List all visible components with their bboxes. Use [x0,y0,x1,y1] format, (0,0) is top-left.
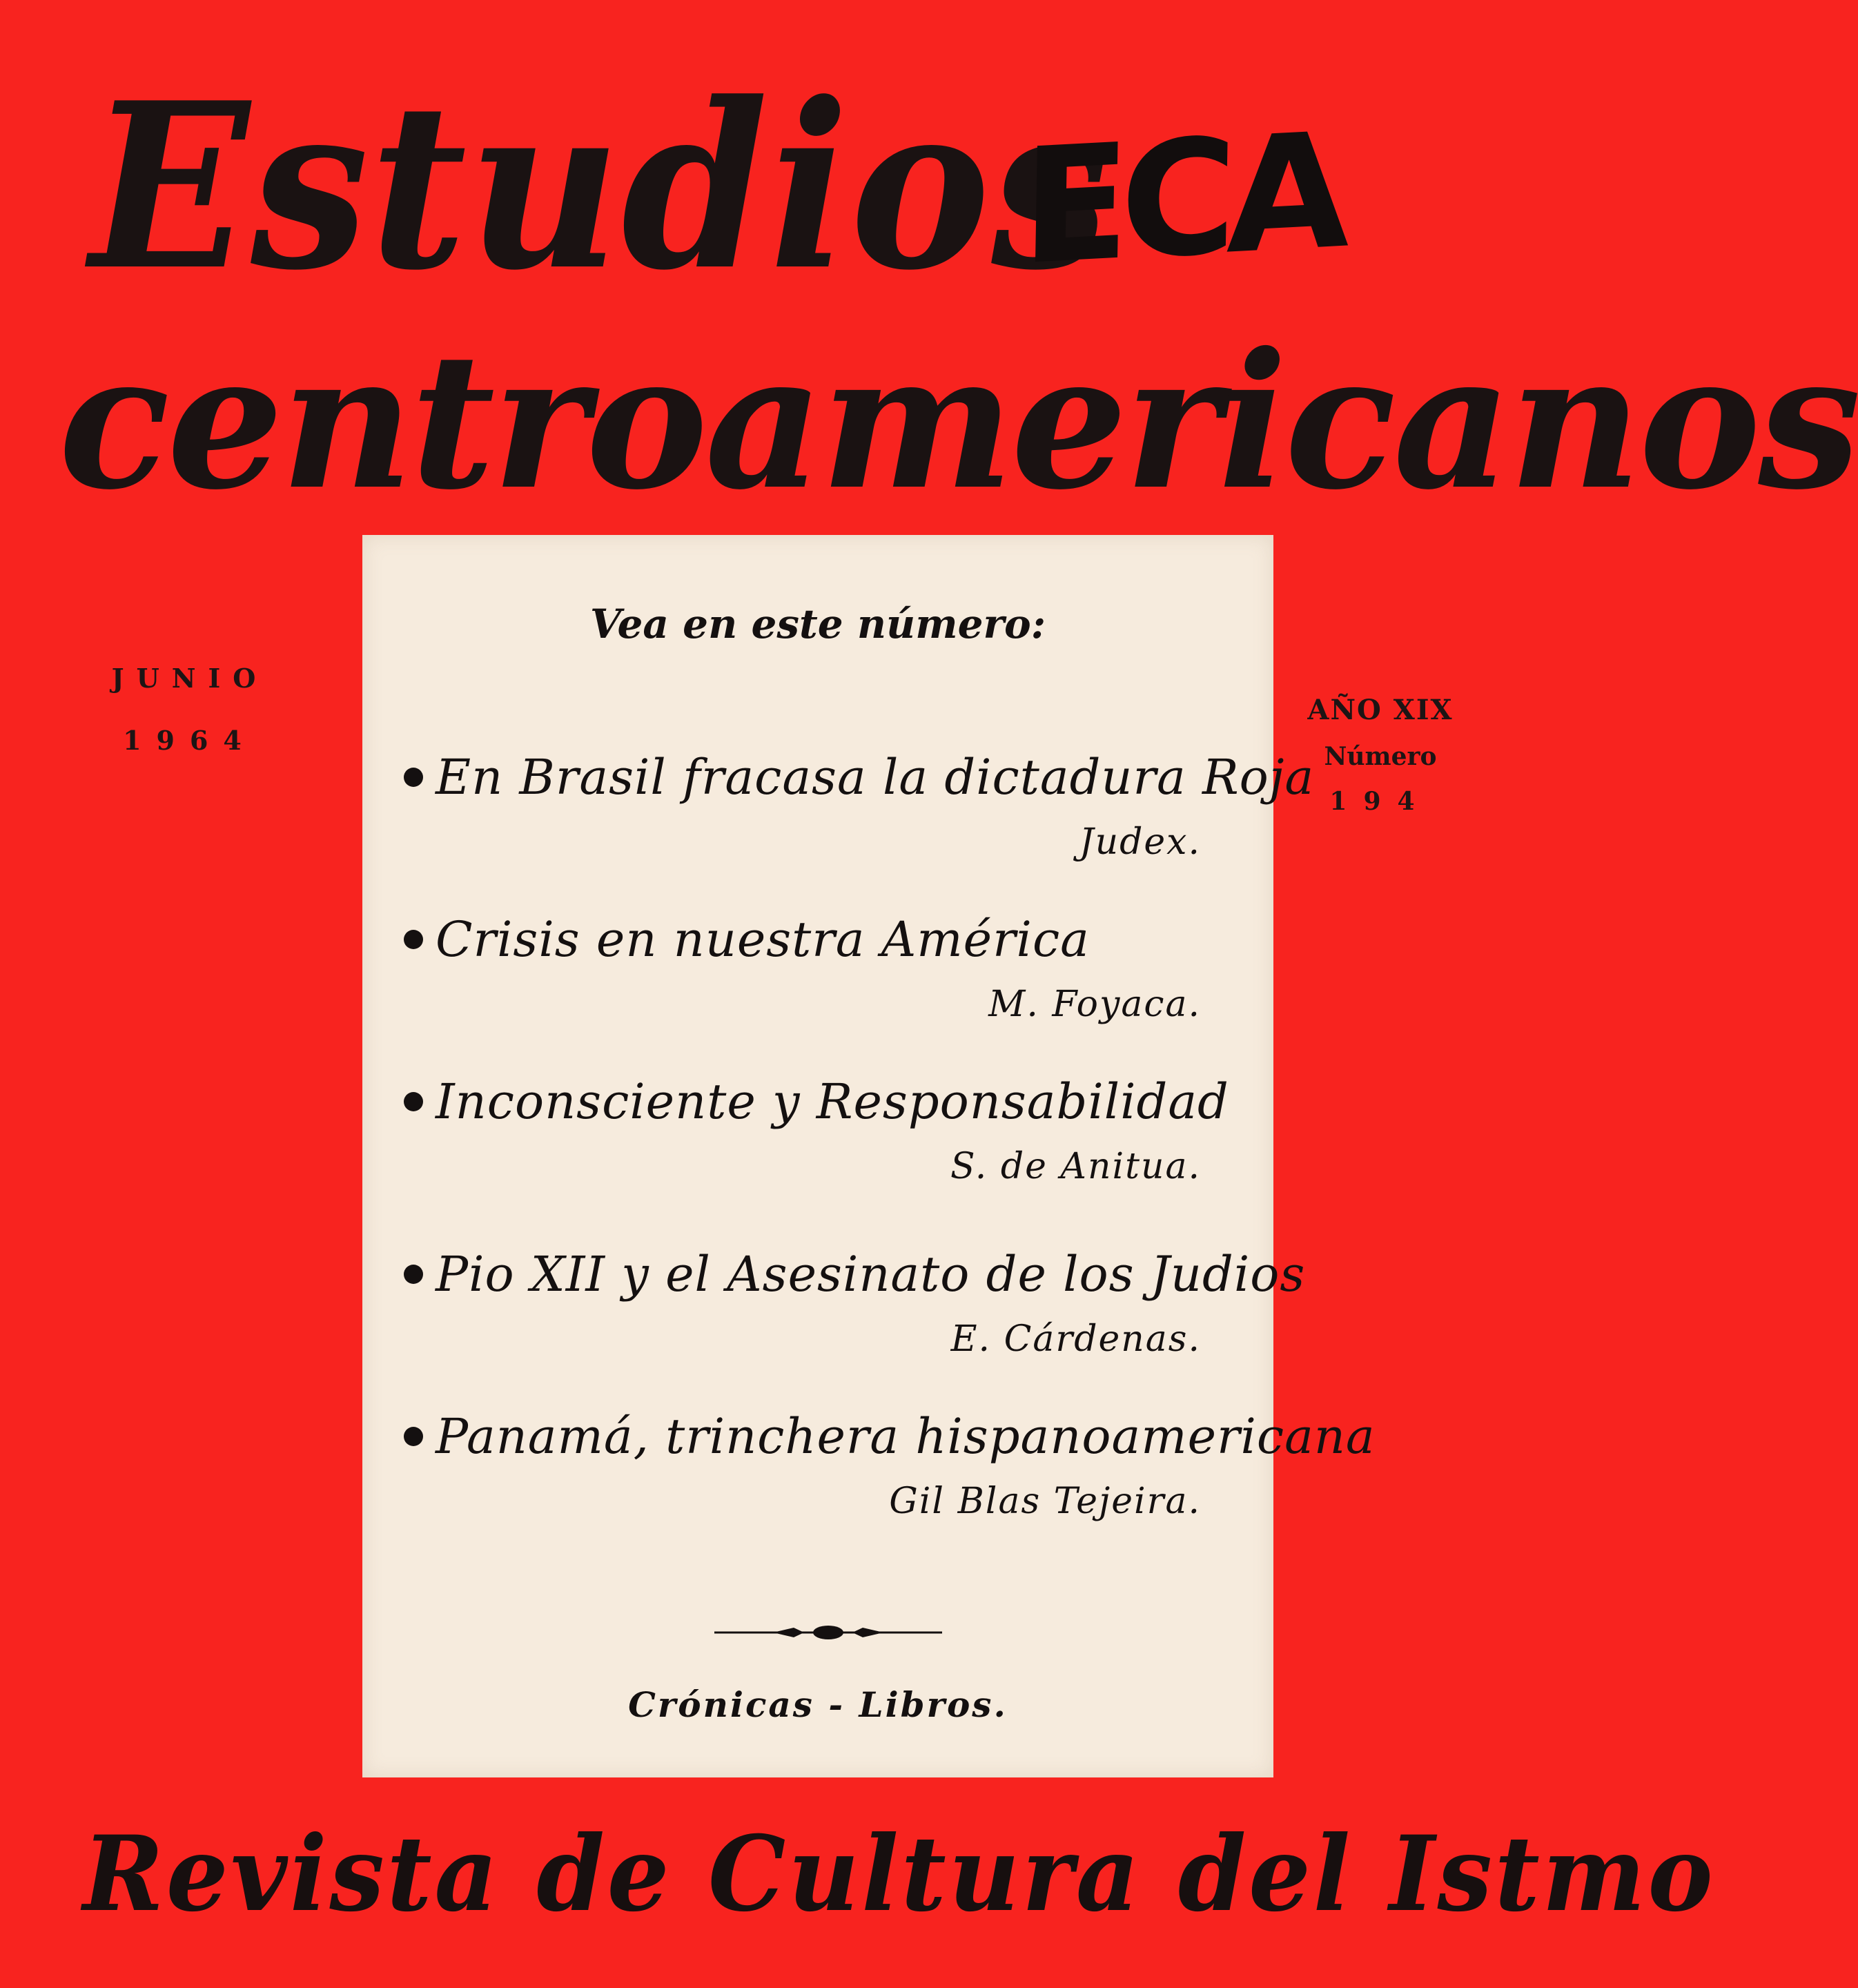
sections-line: Crónicas - Libros. [628,1684,1008,1725]
bullet-icon [404,768,423,787]
issue-number-label: Número [1324,742,1437,771]
article-title: Inconsciente y Responsabilidad [436,1073,1229,1130]
bullet-icon [404,930,423,949]
masthead-title-line1: Estudios [90,52,1111,320]
article-author: E. Cárdenas. [950,1318,1201,1360]
article-title: Crisis en nuestra América [436,911,1090,968]
issue-month: JUNIO [111,663,268,694]
article-title: Panamá, trinchera hispanoamericana [436,1408,1376,1465]
article-title: Pio XII y el Asesinato de los Judios [436,1246,1306,1303]
article-author: Gil Blas Tejeira. [889,1481,1201,1522]
article-author: M. Foyaca. [988,984,1201,1025]
article-author: Judex. [1079,821,1201,863]
article-title-row [404,1073,1229,1130]
issue-year: 1964 [123,725,257,756]
magazine-subtitle: Revista de Cultura del Istmo [83,1813,1716,1935]
article-title-row [404,749,1314,806]
article-author: S. de Anitua. [950,1146,1201,1187]
contents-panel [362,535,1376,1777]
masthead-title-line2: centroamericanos [59,311,1858,531]
bullet-icon [404,1265,423,1284]
issue-number: 194 [1329,787,1431,816]
article-title: En Brasil fracasa la dictadura Roja [436,749,1315,806]
eca-logo: ECA [1019,99,1342,301]
contents-heading: Vea en este número: [589,601,1046,647]
bullet-icon [404,1092,423,1111]
article-title-row [404,1408,1376,1465]
article-title-row [404,1246,1305,1303]
article-title-row [404,911,1090,968]
bullet-icon [404,1427,423,1446]
issue-volume: AÑO XIX [1307,694,1454,726]
ornament-divider-icon [714,1622,942,1643]
